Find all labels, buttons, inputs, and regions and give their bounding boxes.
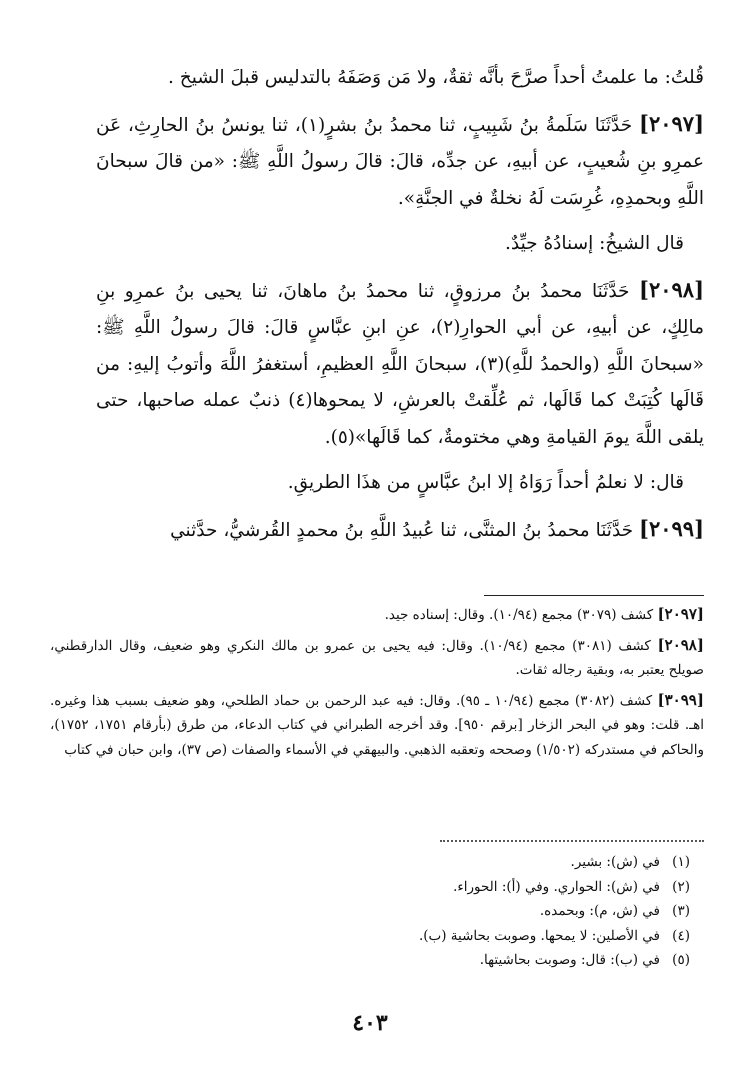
footnote-text: في (ش): بشير. bbox=[570, 854, 660, 870]
hadith-2097-grading: قال الشيخُ: إسنادُهُ جيِّدٌ. bbox=[504, 233, 684, 254]
note-text: كشف (٣٠٨١) مجمع (١٠/٩٤). وقال: فيه يحيى بن عمرو بن مالك النكري وهو ضعيف، وقال الدارقطني، صويلح يعتبر به، وبقية رجاله ثقات. bbox=[50, 637, 704, 678]
hadith-text: حَدَّثَنَا سَلَمةُ بنُ شَبِيبٍ، ثنا محمدُ بنُ بشرٍ(١)، ثنا يونسُ بنُ الحارِثِ، عَن عمرِو بنِ شُعيبٍ، عن أبيهِ، عن جدِّه، قالَ: قالَ رسولُ اللَّهِ ﷺ: «من قالَ سبحانَ اللَّهِ وبحمدِهِ، غُرِسَت لَهُ نخلةٌ في الجنَّةِ». bbox=[96, 114, 704, 209]
note-number: [٢٠٩٨] bbox=[657, 635, 704, 654]
footnote bbox=[290, 899, 690, 924]
footnote-number: (٤) bbox=[672, 927, 690, 944]
hadith-2098-remark: قال: لا نعلمُ أحداً رَوَاهُ إلا ابنُ عبَّاسٍ من هذَا الطريقِ. bbox=[287, 472, 684, 493]
footnote-number: (٢) bbox=[672, 878, 690, 895]
page-number: ٤٠٣ bbox=[352, 1010, 388, 1036]
takhrij-notes bbox=[50, 602, 704, 767]
note-number: [٢٠٩٧] bbox=[657, 605, 704, 623]
hadith-number: [٢٠٩٧] bbox=[639, 110, 704, 136]
footnote-number: (٥) bbox=[672, 952, 690, 968]
commentary-paragraph: قُلتُ: ما علمتُ أحداً صرَّحَ بأنَّه ثقةٌ، ولا مَن وَصَفَهُ بالتدليس قبلَ الشيخ . bbox=[168, 67, 704, 88]
note-text: كشف (٣٠٧٩) مجمع (١٠/٩٤). وقال: إسناده جيد. bbox=[384, 607, 654, 623]
note-2099 bbox=[50, 688, 704, 763]
note-2097 bbox=[50, 602, 704, 628]
footnote-text: في الأصلين: لا يمحها. وصوبت بحاشية (ب). bbox=[418, 927, 660, 944]
hadith-text: حَدَّثَنَا محمدُ بنُ المثنَّى، ثنا عُبيدُ اللَّهِ بنُ محمدٍ القُرشيُّ، حدَّثني bbox=[170, 519, 634, 541]
footnote-number: (٣) bbox=[672, 903, 690, 919]
footnote bbox=[290, 850, 690, 875]
footnote bbox=[290, 924, 690, 949]
main-text bbox=[96, 60, 704, 558]
hadith-2097 bbox=[96, 106, 704, 218]
notes-divider bbox=[484, 595, 704, 596]
hadith-2098 bbox=[96, 272, 704, 457]
footnote bbox=[290, 948, 690, 973]
note-2098 bbox=[50, 633, 704, 683]
hadith-text: حَدَّثَنَا محمدُ بنُ مرزوقٍ، ثنا محمدُ بنُ ماهانَ، ثنا يحيى بنُ عمرِو بنِ مالِكٍ، عن أبيهِ، عن أبي الحوارِ(٢)، عنِ ابنِ عبَّاسٍ قالَ: قالَ رسولُ اللَّهِ ﷺ: «سبحانَ اللَّهِ (والحمدُ للَّهِ)(٣)، سبحانَ اللَّهِ العظيمِ، أستغفرُ اللَّهَ وأتوبُ إليهِ: من قَالَها كُتِبَتْ كما قَالَها، ثم عُلِّقتْ بالعرشِ، لا يمحوها(٤) ذنبٌ عمله صاحبها، حتى يلقى اللَّهَ يومَ القيامةِ وهي مختومةٌ، كما قَالَها»(٥). bbox=[96, 280, 704, 448]
note-number: [٣٠٩٩] bbox=[657, 690, 704, 709]
footnote bbox=[290, 875, 690, 900]
footnote-text: في (ش): الحواري. وفي (أ): الحوراء. bbox=[453, 878, 660, 895]
footnote-text: في (ب): قال: وصوبت بحاشيتها. bbox=[479, 952, 660, 968]
footnotes bbox=[290, 850, 690, 973]
note-text: كشف (٣٠٨٢) مجمع (١٠/٩٤ ـ ٩٥). وقال: فيه عبد الرحمن بن حماد الطلحي، وهو ضعيف بسبب هذا وغيره. اهـ. قلت: وهو في البحر الزخار [برقم ٩٥٠]. وقد أخرجه الطبراني في كتاب الدعاء، من طرق (بأرقام ١٧٥١، ١٧٥٢)، والحاكم في مستدركه (١/٥٠٢) وصححه وتعقبه الذهبي. والبيهقي في الأسماء والصفات (ص ٣٧)، وابن حبان في كتاب bbox=[50, 692, 704, 758]
footnotes-divider bbox=[440, 840, 704, 842]
hadith-number: [٢٠٩٨] bbox=[639, 276, 704, 302]
hadith-2099 bbox=[96, 511, 704, 550]
footnote-text: في (ش، م): وبحمده. bbox=[539, 903, 660, 919]
footnote-number: (١) bbox=[672, 854, 690, 870]
hadith-number: [٢٠٩٩] bbox=[639, 515, 704, 541]
